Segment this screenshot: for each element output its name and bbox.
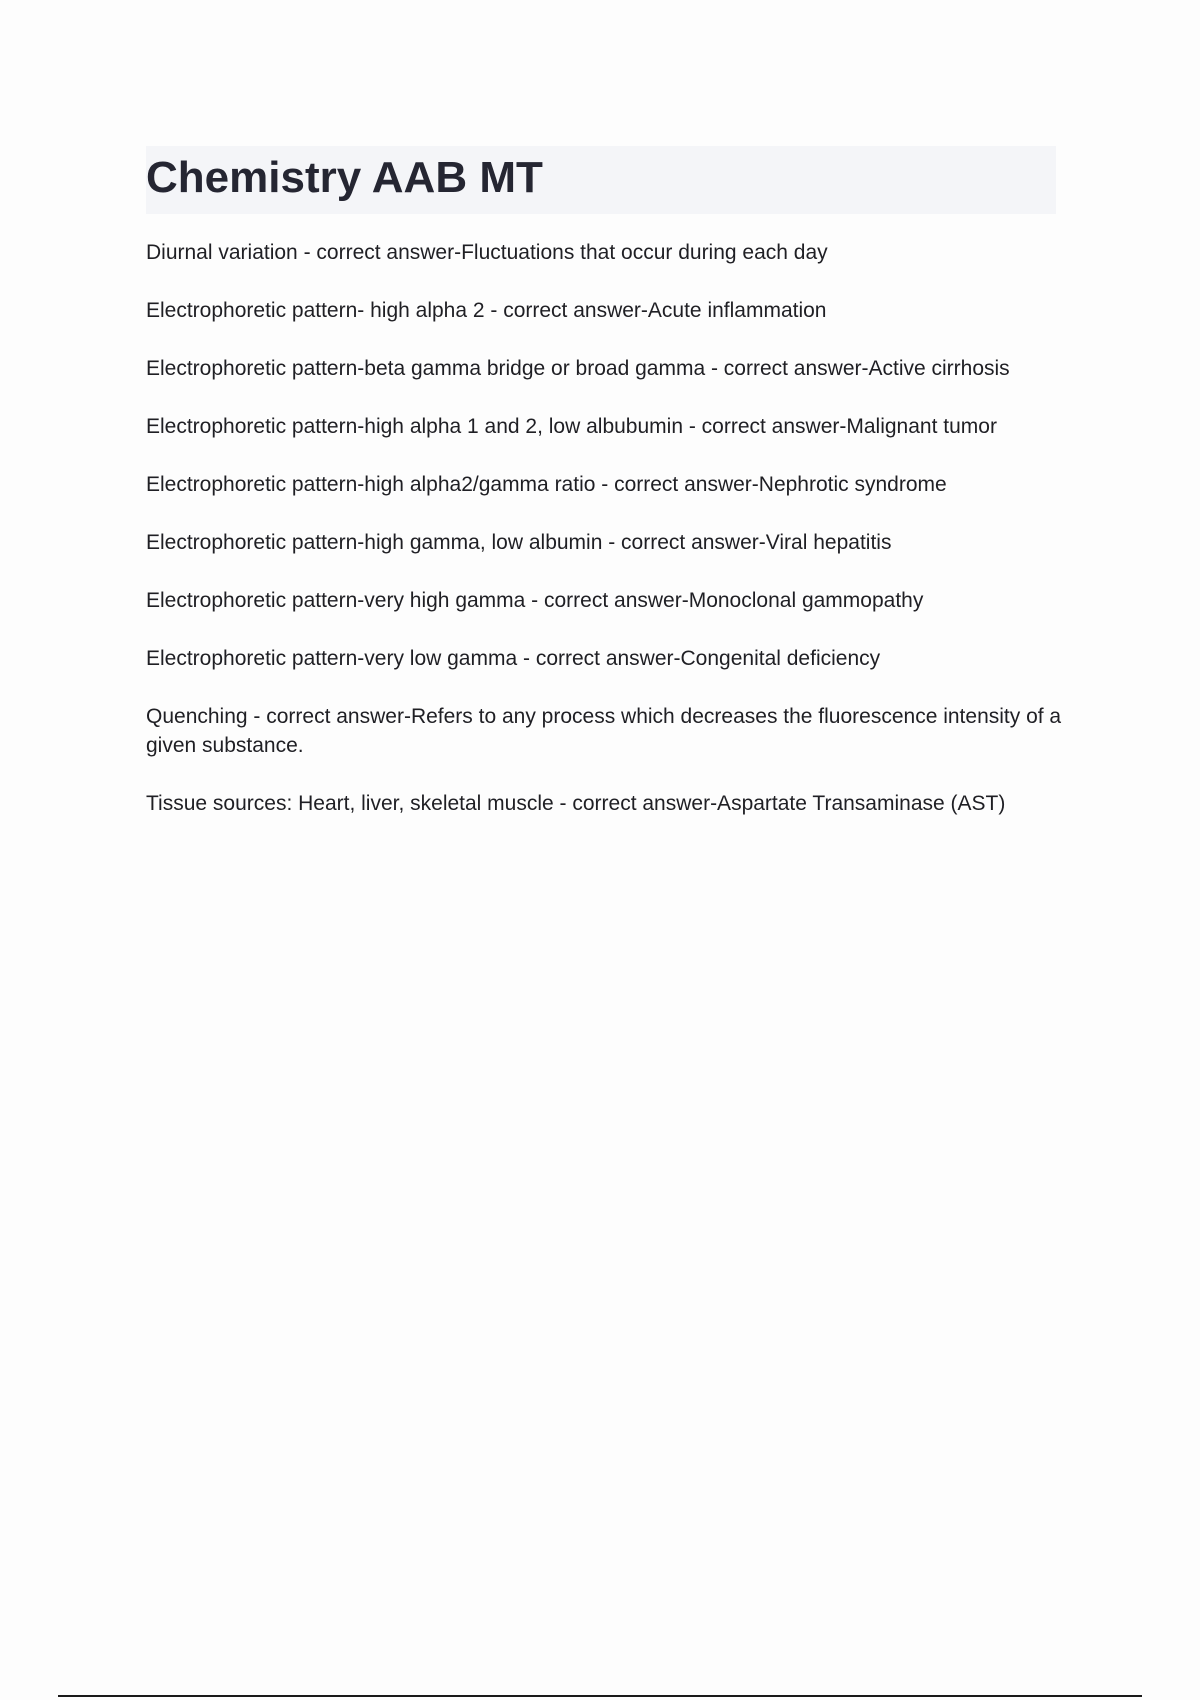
- list-item: Electrophoretic pattern- high alpha 2 - correct answer-Acute inflammation: [146, 299, 827, 322]
- list-item: Electrophoretic pattern-beta gamma bridge or broad gamma - correct answer-Active cirrhosis: [146, 357, 1010, 380]
- flashcard-list: [146, 238, 1066, 847]
- list-item: Electrophoretic pattern-very low gamma - correct answer-Congenital deficiency: [146, 647, 881, 670]
- page-title: Chemistry AAB MT: [146, 153, 543, 202]
- list-item: Electrophoretic pattern-high alpha2/gamma ratio - correct answer-Nephrotic syndrome: [146, 473, 947, 496]
- list-item: Diurnal variation - correct answer-Fluctuations that occur during each day: [146, 241, 828, 264]
- list-item: Electrophoretic pattern-high gamma, low albumin - correct answer-Viral hepatitis: [146, 531, 892, 554]
- list-item: Quenching - correct answer-Refers to any process which decreases the fluorescence intensity of a given substance.: [146, 705, 1062, 757]
- title-banner: [146, 146, 1056, 214]
- list-item: Tissue sources: Heart, liver, skeletal muscle - correct answer-Aspartate Transaminase (AST): [146, 792, 1006, 815]
- footer-divider: [58, 1695, 1142, 1697]
- list-item: Electrophoretic pattern-very high gamma - correct answer-Monoclonal gammopathy: [146, 589, 924, 612]
- list-item: Electrophoretic pattern-high alpha 1 and 2, low albubumin - correct answer-Malignant tumor: [146, 415, 997, 438]
